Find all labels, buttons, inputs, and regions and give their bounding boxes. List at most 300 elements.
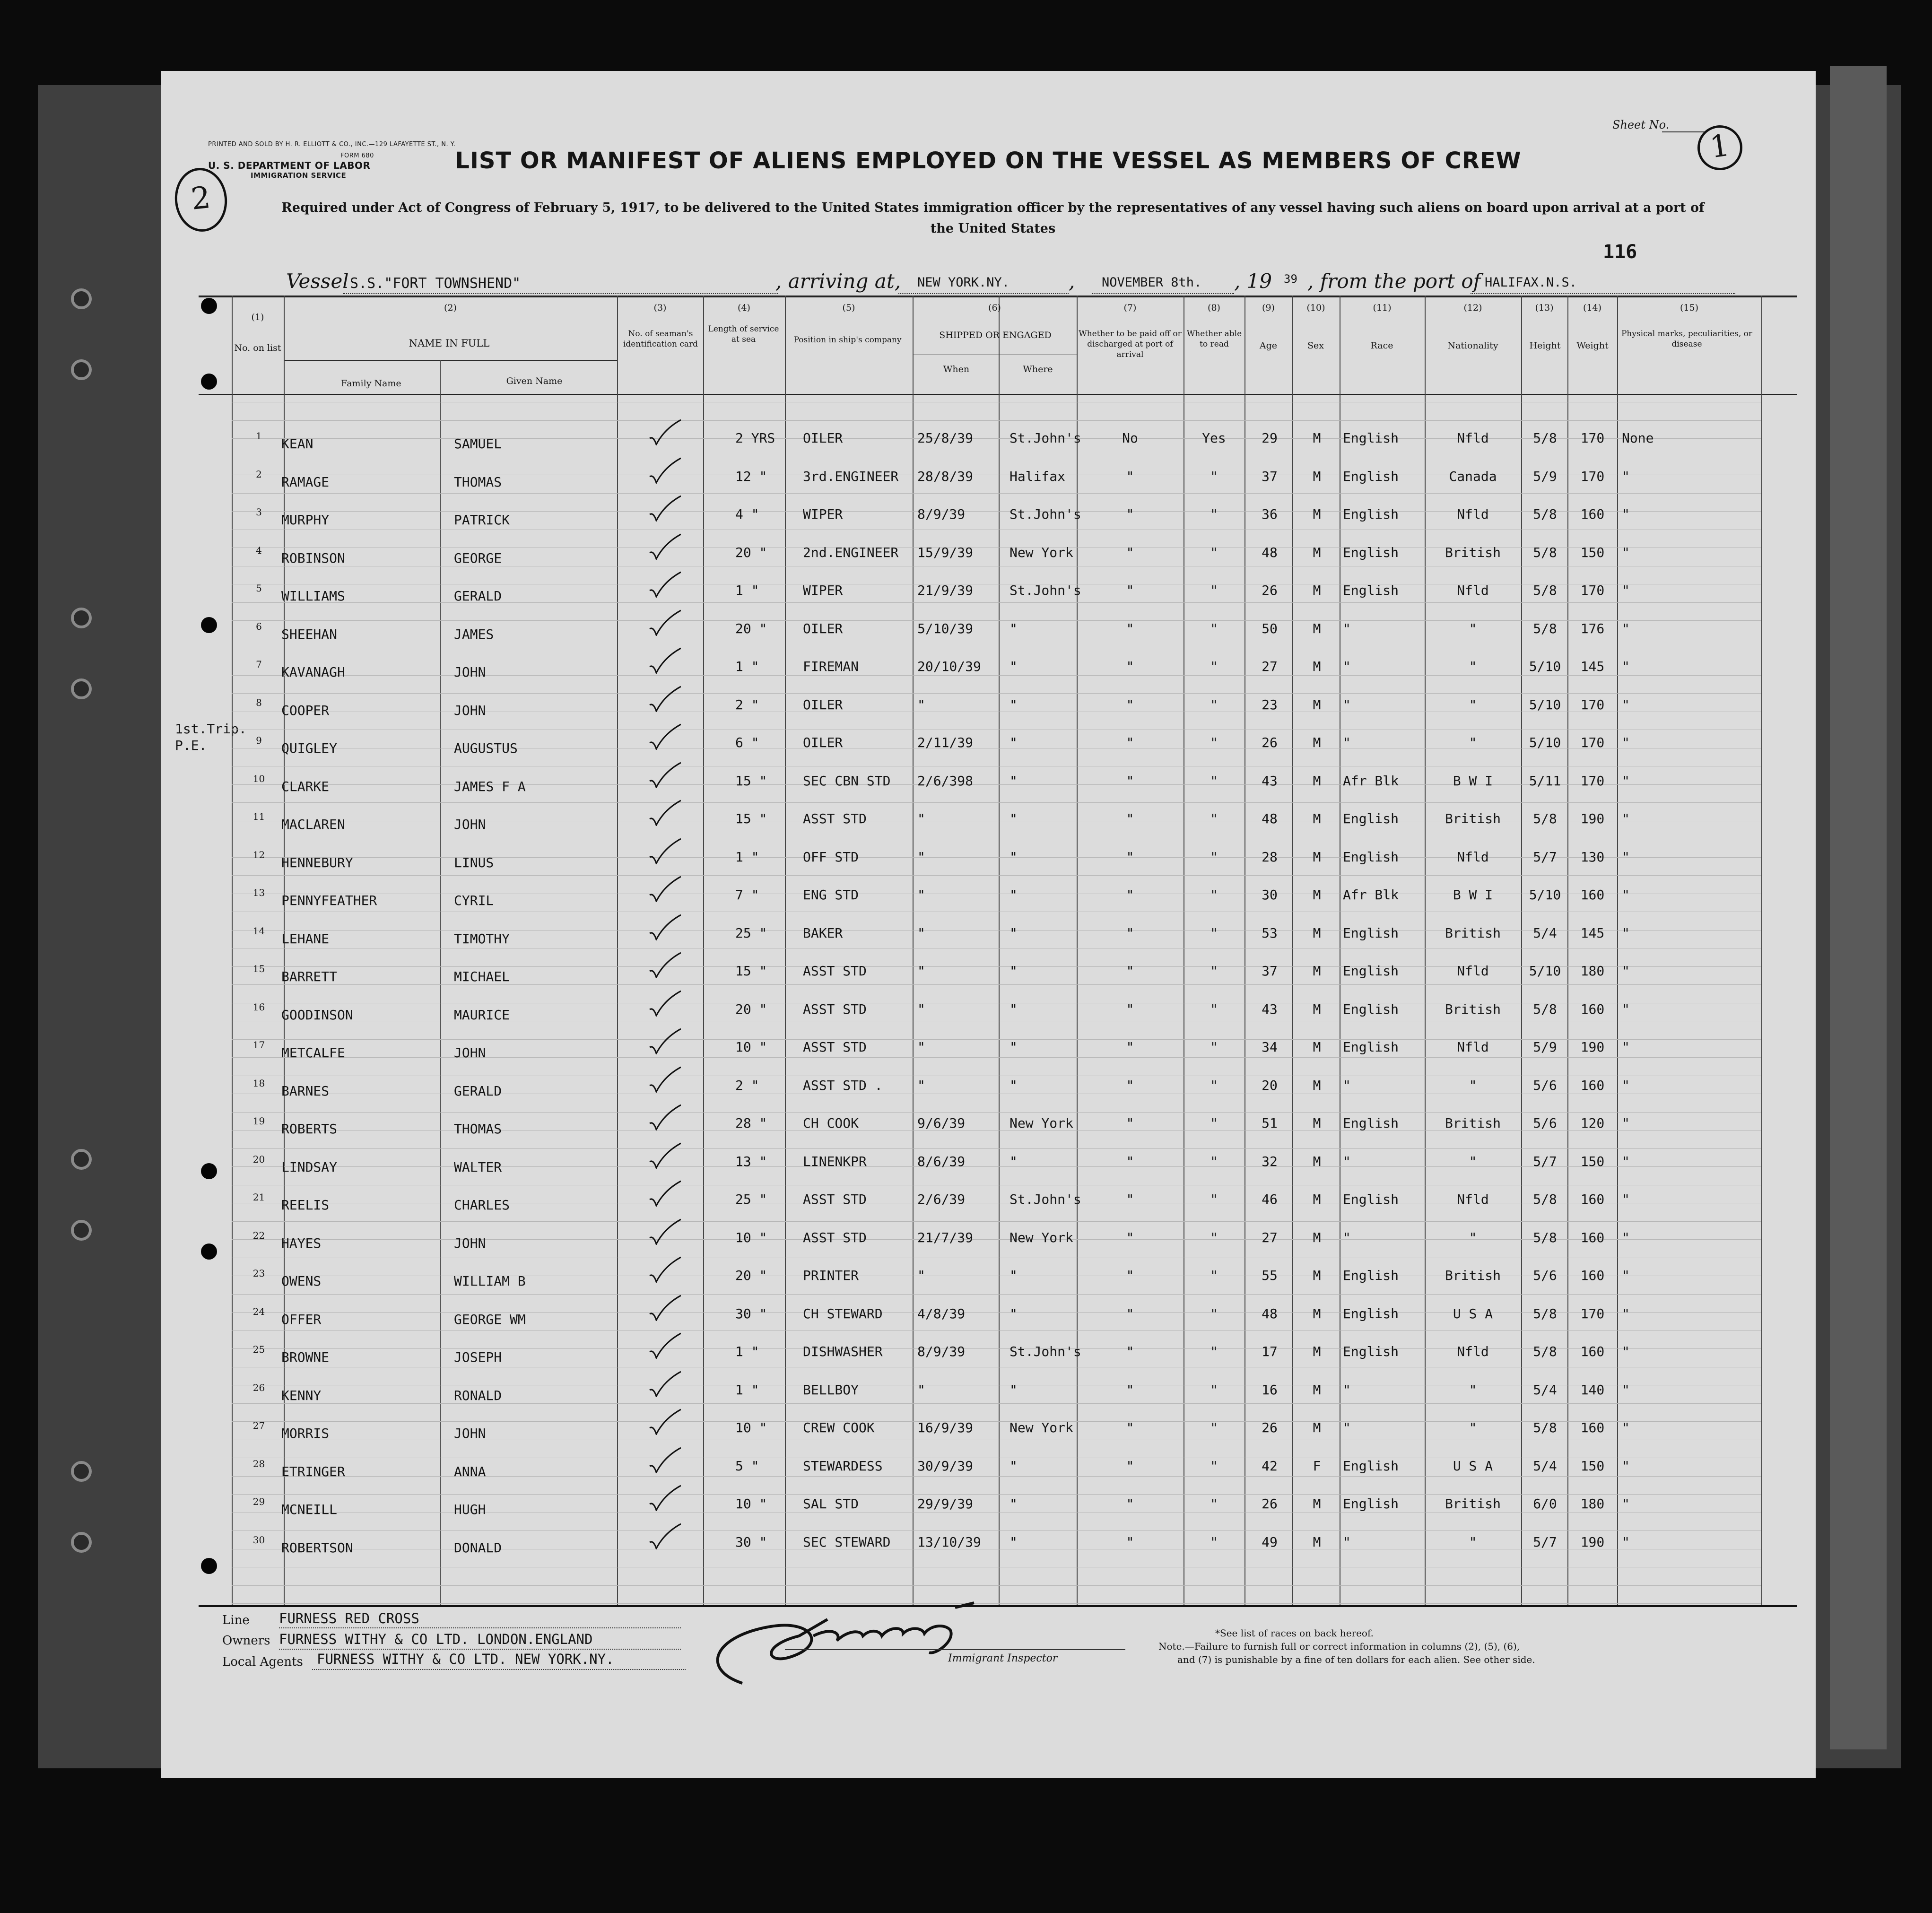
shipped-where: New York — [1010, 544, 1073, 560]
column-number: (10) — [1306, 303, 1325, 313]
sex: M — [1313, 1229, 1321, 1245]
family-name: KENNY — [281, 1387, 322, 1403]
row-number: 26 — [252, 1382, 265, 1393]
checkmark-icon — [648, 455, 681, 484]
shipped-where: " — [1010, 811, 1018, 826]
nationality: British — [1445, 1115, 1501, 1131]
backing-sheet-edge — [1830, 66, 1887, 1749]
sex: M — [1313, 1001, 1321, 1017]
physical-marks: " — [1622, 1268, 1630, 1283]
height: 5/4 — [1533, 925, 1557, 941]
weight: 170 — [1580, 468, 1605, 484]
weight: 145 — [1580, 925, 1605, 941]
physical-marks: " — [1622, 1229, 1630, 1245]
shipped-when: " — [917, 849, 925, 865]
nationality: British — [1445, 1268, 1501, 1283]
nationality: Nfld — [1457, 849, 1489, 865]
paid-off: No — [1122, 430, 1138, 446]
checkmark-icon — [648, 760, 681, 788]
height: 5/6 — [1533, 1268, 1557, 1283]
physical-marks: " — [1622, 1115, 1630, 1131]
height: 5/8 — [1533, 506, 1557, 522]
height: 5/10 — [1529, 887, 1561, 903]
family-name: BARNES — [281, 1083, 330, 1099]
service-length: 20 " — [735, 620, 767, 636]
sex: M — [1313, 1077, 1321, 1093]
age: 29 — [1262, 430, 1278, 446]
table-rule — [199, 394, 1797, 395]
shipped-where: " — [1010, 849, 1018, 865]
shipped-where: New York — [1010, 1229, 1073, 1245]
row-number: 1 — [256, 430, 262, 442]
service-length: 6 " — [735, 735, 759, 750]
checkmark-icon — [648, 1521, 681, 1549]
nationality: British — [1445, 811, 1501, 826]
header-sex: Sex — [1307, 340, 1324, 351]
shipped-when: 5/10/39 — [917, 620, 974, 636]
nationality: B W I — [1453, 887, 1493, 903]
weight: 160 — [1580, 1077, 1605, 1093]
race: English — [1343, 811, 1399, 826]
weight: 150 — [1580, 1153, 1605, 1169]
race: Afr Blk — [1343, 887, 1399, 903]
race: English — [1343, 1115, 1399, 1131]
paid-off: " — [1126, 1534, 1134, 1550]
header-when: When — [943, 364, 970, 374]
weight: 145 — [1580, 659, 1605, 674]
position: SAL STD — [803, 1496, 859, 1512]
given-name: JOHN — [454, 1426, 486, 1441]
height: 5/9 — [1533, 1039, 1557, 1055]
ruled-line — [232, 1221, 1761, 1222]
shipped-where: " — [1010, 696, 1018, 713]
able-to-read: " — [1210, 925, 1218, 941]
race: " — [1343, 1382, 1351, 1398]
row-number: 7 — [256, 659, 262, 670]
weight: 160 — [1580, 1420, 1605, 1435]
shipped-when: 4/8/39 — [917, 1305, 966, 1322]
header-service: Length of service at sea — [708, 324, 779, 344]
able-to-read: " — [1210, 811, 1218, 826]
given-name: GEORGE — [454, 550, 502, 566]
race: " — [1343, 1077, 1351, 1093]
physical-marks: " — [1622, 1001, 1630, 1017]
shipped-when: 16/9/39 — [917, 1420, 974, 1435]
age: 37 — [1262, 468, 1278, 484]
height: 5/8 — [1533, 1420, 1557, 1435]
physical-marks: " — [1622, 773, 1630, 789]
position: OILER — [803, 735, 843, 750]
age: 20 — [1262, 1077, 1278, 1093]
checkmark-icon — [648, 950, 681, 978]
paid-off: " — [1126, 1039, 1134, 1055]
shipped-when: 28/8/39 — [917, 468, 974, 484]
shipped-when: 25/8/39 — [917, 430, 974, 446]
shipped-where: St.John's — [1010, 1191, 1081, 1207]
physical-marks: " — [1622, 1496, 1630, 1512]
sex: M — [1313, 1344, 1321, 1359]
able-to-read: " — [1210, 1268, 1218, 1283]
row-number: 3 — [256, 506, 262, 518]
row-number: 29 — [252, 1496, 265, 1507]
age: 48 — [1262, 544, 1278, 560]
column-divider — [232, 296, 233, 1605]
checkmark-icon — [648, 1178, 681, 1207]
sex: M — [1313, 583, 1321, 598]
family-name: KEAN — [281, 436, 313, 452]
crew-table — [161, 71, 1816, 1778]
comma-sep: , — [1069, 270, 1075, 293]
age: 30 — [1262, 887, 1278, 903]
height: 5/8 — [1533, 430, 1557, 446]
shipped-where: New York — [1010, 1115, 1073, 1131]
row-number: 13 — [252, 887, 265, 898]
physical-marks: " — [1622, 583, 1630, 598]
checkmark-icon — [648, 1217, 681, 1245]
row-number: 6 — [256, 620, 262, 632]
able-to-read: " — [1210, 506, 1218, 522]
physical-marks: " — [1622, 506, 1630, 522]
header-height: Height — [1529, 340, 1561, 351]
row-number: 15 — [252, 963, 265, 974]
shipped-where: " — [1010, 1039, 1018, 1055]
service-length: 20 " — [735, 544, 767, 560]
nationality: U S A — [1453, 1305, 1493, 1322]
paid-off: " — [1126, 1115, 1134, 1131]
weight: 170 — [1580, 773, 1605, 789]
given-name: AUGUSTUS — [454, 740, 518, 756]
sex: M — [1313, 735, 1321, 750]
weight: 190 — [1580, 1039, 1605, 1055]
family-name: MCNEILL — [281, 1502, 338, 1517]
service-length: 2 YRS — [735, 430, 775, 446]
position: OILER — [803, 430, 843, 446]
shipped-where: " — [1010, 620, 1018, 636]
height: 5/6 — [1533, 1077, 1557, 1093]
paid-off: " — [1126, 811, 1134, 826]
weight: 170 — [1580, 1305, 1605, 1322]
given-name: CHARLES — [454, 1197, 510, 1213]
header-age: Age — [1259, 340, 1278, 351]
sex: M — [1313, 659, 1321, 674]
race: English — [1343, 963, 1399, 979]
age: 43 — [1262, 773, 1278, 789]
family-name: OWENS — [281, 1273, 322, 1289]
given-name: WILLIAM B — [454, 1273, 526, 1289]
weight: 150 — [1580, 544, 1605, 560]
nationality: Nfld — [1457, 583, 1489, 598]
checkmark-icon — [648, 1369, 681, 1397]
position: ASST STD — [803, 1039, 867, 1055]
checkmark-icon — [648, 1064, 681, 1093]
shipped-where: " — [1010, 1305, 1018, 1322]
column-divider — [1567, 296, 1568, 1605]
shipped-when: 30/9/39 — [917, 1458, 974, 1474]
weight: 190 — [1580, 1534, 1605, 1550]
column-divider — [703, 296, 704, 1605]
sex: M — [1313, 1534, 1321, 1550]
column-divider — [999, 296, 1000, 1605]
able-to-read: " — [1210, 1344, 1218, 1359]
family-name: BARRETT — [281, 969, 338, 984]
service-length: 15 " — [735, 811, 767, 826]
physical-marks: " — [1622, 963, 1630, 979]
shipped-where: " — [1010, 1153, 1018, 1169]
inspector-line — [785, 1649, 1125, 1650]
checkmark-icon — [648, 645, 681, 674]
family-name: REELIS — [281, 1197, 330, 1213]
service-length: 30 " — [735, 1305, 767, 1322]
family-name: MORRIS — [281, 1426, 330, 1441]
given-name: TIMOTHY — [454, 930, 510, 947]
nationality: Canada — [1449, 468, 1497, 484]
sex: M — [1313, 963, 1321, 979]
ruled-line — [232, 1494, 1761, 1495]
fine-note-2: and (7) is punishable by a fine of ten dollars for each alien. See other side. — [1177, 1654, 1535, 1665]
sheet-label: Sheet No. — [1612, 118, 1670, 131]
nationality: " — [1469, 1420, 1477, 1435]
able-to-read: " — [1210, 1229, 1218, 1245]
race: " — [1343, 735, 1351, 750]
weight: 160 — [1580, 1344, 1605, 1359]
race: " — [1343, 1534, 1351, 1550]
family-name: OFFER — [281, 1311, 322, 1327]
binder-hole — [71, 1461, 92, 1482]
sex: M — [1313, 1382, 1321, 1398]
weight: 190 — [1580, 811, 1605, 826]
paid-off: " — [1126, 1077, 1134, 1093]
weight: 170 — [1580, 583, 1605, 598]
family-name: MACLAREN — [281, 817, 345, 832]
shipped-when: 9/6/39 — [917, 1115, 966, 1131]
row-number: 4 — [256, 544, 262, 556]
family-name: QUIGLEY — [281, 740, 338, 756]
shipped-where: " — [1010, 1382, 1018, 1398]
shipped-when: 2/6/398 — [917, 773, 974, 789]
physical-marks: " — [1622, 1344, 1630, 1359]
sex: M — [1313, 1420, 1321, 1435]
weight: 170 — [1580, 430, 1605, 446]
service-length: 15 " — [735, 773, 767, 789]
height: 5/6 — [1533, 1115, 1557, 1131]
shipped-when: " — [917, 696, 925, 713]
race: English — [1343, 925, 1399, 941]
paid-off: " — [1126, 1268, 1134, 1283]
service-length: 4 " — [735, 506, 759, 522]
checkmark-icon — [648, 1254, 681, 1283]
header-position: Position in ship's company — [793, 335, 902, 345]
binder-hole — [71, 288, 92, 309]
family-name: METCALFE — [281, 1045, 345, 1061]
age: 27 — [1262, 659, 1278, 674]
able-to-read: " — [1210, 1382, 1218, 1398]
height: 5/11 — [1529, 773, 1561, 789]
sex: M — [1313, 506, 1321, 522]
service-length: 20 " — [735, 1268, 767, 1283]
header-paid-off: Whether to be paid off or discharged at port of arrival — [1079, 329, 1182, 359]
given-name: HUGH — [454, 1502, 486, 1517]
paid-off: " — [1126, 659, 1134, 674]
row-number: 12 — [252, 849, 265, 861]
height: 5/8 — [1533, 1229, 1557, 1245]
checkmark-icon — [648, 531, 681, 560]
age: 53 — [1262, 925, 1278, 941]
nationality: " — [1469, 696, 1477, 713]
header-name: NAME IN FULL — [409, 338, 490, 349]
family-name: ROBINSON — [281, 550, 345, 566]
physical-marks: " — [1622, 887, 1630, 903]
race: " — [1343, 620, 1351, 636]
race: English — [1343, 1268, 1399, 1283]
shipped-where: Halifax — [1010, 468, 1066, 484]
column-number: (1) — [251, 312, 264, 322]
column-number: (7) — [1123, 303, 1137, 313]
paid-off: " — [1126, 1420, 1134, 1435]
race: English — [1343, 544, 1399, 560]
column-number: (11) — [1373, 303, 1392, 313]
ruled-line — [232, 984, 1761, 985]
physical-marks: " — [1622, 1077, 1630, 1093]
family-name: MURPHY — [281, 512, 330, 528]
shipped-when: 21/9/39 — [917, 583, 974, 598]
age: 26 — [1262, 1496, 1278, 1512]
checkmark-icon — [648, 1445, 681, 1473]
family-name: HAYES — [281, 1235, 322, 1251]
row-number: 28 — [252, 1458, 265, 1470]
margin-note-trip: 1st.Trip. — [175, 721, 247, 737]
sex: M — [1313, 696, 1321, 713]
checkmark-icon — [648, 1026, 681, 1054]
age: 26 — [1262, 583, 1278, 598]
sex: M — [1313, 1039, 1321, 1055]
binder-hole — [71, 678, 92, 699]
row-number: 23 — [252, 1268, 265, 1279]
row-number: 2 — [256, 468, 262, 480]
header-nationality: Nationality — [1447, 340, 1498, 351]
shipped-when: 8/9/39 — [917, 506, 966, 522]
position: 2nd.ENGINEER — [803, 544, 899, 560]
ruled-line — [232, 875, 1761, 876]
paid-off: " — [1126, 1153, 1134, 1169]
checkmark-icon — [648, 1102, 681, 1130]
service-length: 10 " — [735, 1229, 767, 1245]
checkmark-icon — [648, 684, 681, 712]
race: " — [1343, 696, 1351, 713]
ruled-line — [232, 420, 1761, 421]
service-length: 10 " — [735, 1039, 767, 1055]
races-note: *See list of races on back hereof. — [1215, 1627, 1374, 1639]
line-underline — [279, 1627, 681, 1628]
paid-off: " — [1126, 1001, 1134, 1017]
able-to-read: " — [1210, 696, 1218, 713]
able-to-read: " — [1210, 735, 1218, 750]
ruled-line — [232, 1148, 1761, 1149]
able-to-read: " — [1210, 849, 1218, 865]
service-length: 1 " — [735, 1344, 759, 1359]
service-length: 30 " — [735, 1534, 767, 1550]
physical-marks: None — [1622, 430, 1654, 446]
checkmark-icon — [648, 1483, 681, 1511]
race: English — [1343, 1496, 1399, 1512]
sex: M — [1313, 620, 1321, 636]
position: ASST STD — [803, 1191, 867, 1207]
nationality: Nfld — [1457, 1039, 1489, 1055]
shipped-where: " — [1010, 1458, 1018, 1474]
paid-off: " — [1126, 1305, 1134, 1322]
shipped-when: 13/10/39 — [917, 1534, 981, 1550]
family-name: ROBERTS — [281, 1121, 338, 1137]
age: 37 — [1262, 963, 1278, 979]
service-length: 7 " — [735, 887, 759, 903]
header-family: Family Name — [341, 378, 401, 389]
paid-off: " — [1126, 1382, 1134, 1398]
sex: M — [1313, 1115, 1321, 1131]
shipped-when: 8/6/39 — [917, 1153, 966, 1169]
ruled-line — [232, 802, 1761, 803]
inspector-label: Immigrant Inspector — [948, 1652, 1058, 1664]
weight: 180 — [1580, 1496, 1605, 1512]
paid-off: " — [1126, 1191, 1134, 1207]
header-no: No. on list — [234, 343, 281, 353]
service-length: 15 " — [735, 963, 767, 979]
position: ASST STD — [803, 963, 867, 979]
able-to-read: " — [1210, 1458, 1218, 1474]
service-length: 20 " — [735, 1001, 767, 1017]
race: English — [1343, 1039, 1399, 1055]
shipped-when: 20/10/39 — [917, 659, 981, 674]
header-shipped: SHIPPED OR ENGAGED — [939, 330, 1052, 340]
paid-off: " — [1126, 963, 1134, 979]
race: English — [1343, 1001, 1399, 1017]
ruled-line — [232, 1530, 1761, 1531]
given-name: JOHN — [454, 817, 486, 832]
height: 5/8 — [1533, 1001, 1557, 1017]
height: 5/4 — [1533, 1458, 1557, 1474]
physical-marks: " — [1622, 468, 1630, 484]
checkmark-icon — [648, 608, 681, 636]
able-to-read: " — [1210, 1305, 1218, 1322]
weight: 160 — [1580, 1191, 1605, 1207]
shipped-where: St.John's — [1010, 506, 1081, 522]
nationality: British — [1445, 1001, 1501, 1017]
age: 51 — [1262, 1115, 1278, 1131]
paid-off: " — [1126, 506, 1134, 522]
nationality: " — [1469, 1382, 1477, 1398]
column-divider — [999, 355, 1000, 394]
physical-marks: " — [1622, 620, 1630, 636]
weight: 170 — [1580, 735, 1605, 750]
column-divider — [1244, 296, 1245, 1605]
height: 5/7 — [1533, 849, 1557, 865]
header-marks: Physical marks, peculiarities, or disease — [1621, 329, 1753, 349]
shipped-where: " — [1010, 887, 1018, 903]
shipped-where: " — [1010, 773, 1018, 789]
age: 42 — [1262, 1458, 1278, 1474]
nationality: British — [1445, 925, 1501, 941]
physical-marks: " — [1622, 1382, 1630, 1398]
row-number: 14 — [252, 925, 265, 937]
age: 28 — [1262, 849, 1278, 865]
service-length: 1 " — [735, 849, 759, 865]
able-to-read: " — [1210, 887, 1218, 903]
shipped-where: St.John's — [1010, 583, 1081, 598]
able-to-read: " — [1210, 620, 1218, 636]
service-length: 25 " — [735, 1191, 767, 1207]
ruled-line — [232, 693, 1761, 694]
header-given: Given Name — [506, 376, 563, 386]
height: 5/8 — [1533, 583, 1557, 598]
race: English — [1343, 430, 1399, 446]
